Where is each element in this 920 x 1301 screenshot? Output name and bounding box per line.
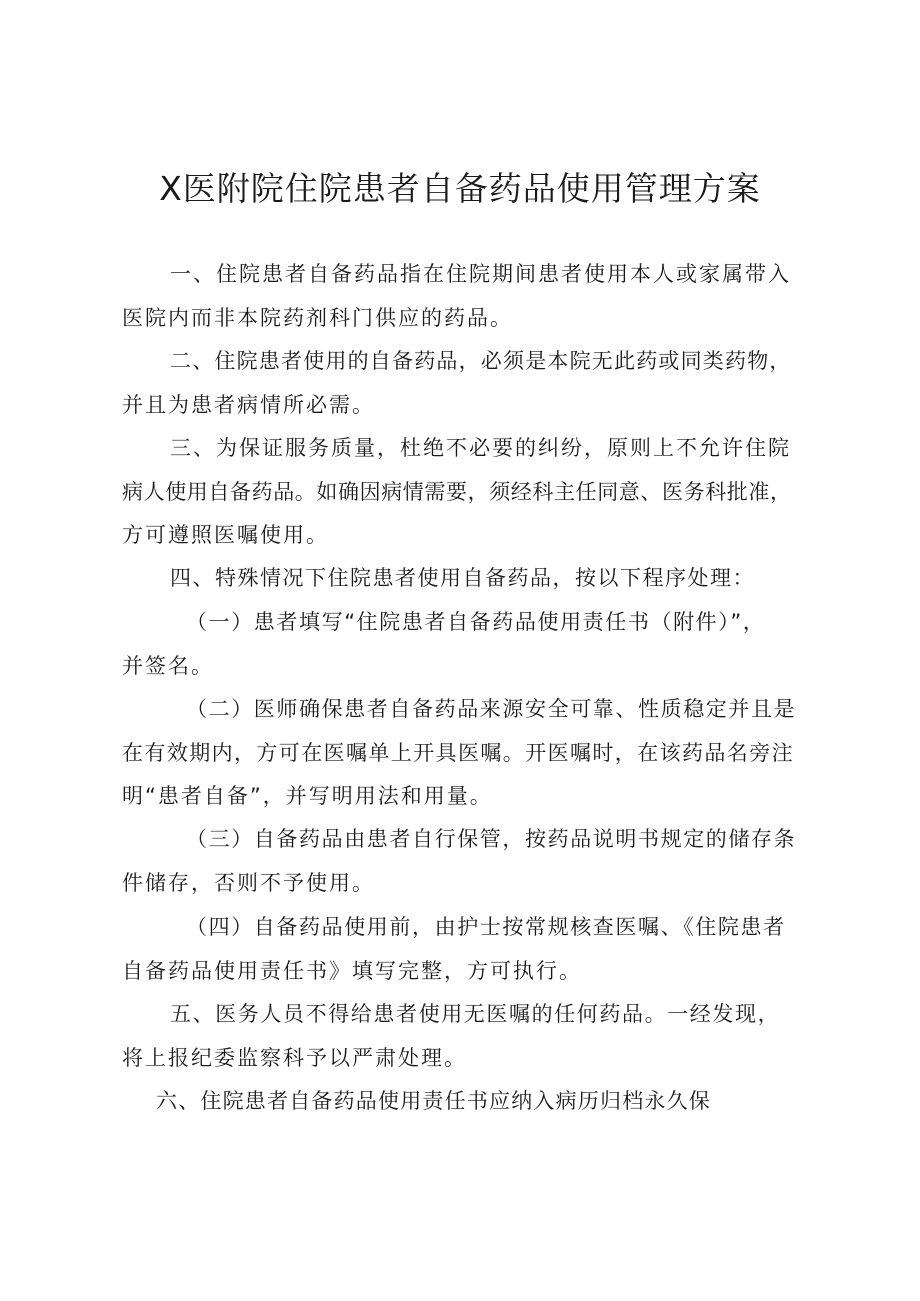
paragraph-line: 四、特殊情况下住院患者使用自备药品，按以下程序处理： — [170, 566, 755, 590]
paragraph-3 — [122, 427, 812, 558]
paragraph-line: 并且为患者病情所必需。 — [122, 392, 375, 417]
paragraph-line: 并签名。 — [122, 653, 214, 678]
paragraph-line: 三、为保证服务质量，杜绝不必要的纠纷，原则上不允许住院 — [170, 436, 791, 460]
paragraph-1 — [122, 253, 812, 340]
paragraph-7 — [122, 818, 812, 905]
paragraph-line: 件储存，否则不予使用。 — [122, 870, 375, 895]
paragraph-line: 病人使用自备药品。如确因病情需要，须经科主任同意、医务科批准， — [122, 479, 792, 504]
paragraph-line: （一）患者填写“住院患者自备药品使用责任书（附件）”， — [186, 610, 766, 634]
paragraph-line: （三）自备药品由患者自行保管，按药品说明书规定的储存条 — [186, 827, 797, 851]
paragraph-9 — [122, 993, 812, 1080]
paragraph-10 — [156, 1080, 846, 1124]
paragraph-line: （二）医师确保患者自备药品来源安全可靠、性质稳定并且是 — [186, 697, 797, 721]
paragraph-line: 明“患者自备”，并写明用法和用量。 — [122, 784, 493, 808]
paragraph-2 — [122, 340, 812, 427]
document-title: X医附院住院患者自备药品使用管理方案 — [159, 169, 761, 208]
paragraph-line: 五、医务人员不得给患者使用无医嘱的任何药品。一经发现， — [170, 1002, 781, 1026]
paragraph-line: （四）自备药品使用前，由护士按常规核查医嘱、《住院患者 — [186, 915, 786, 939]
paragraph-line: 医院内而非本院药剂科门供应的药品。 — [122, 305, 513, 330]
paragraph-6 — [122, 688, 812, 819]
paragraph-line: 六、住院患者自备药品使用责任书应纳入病历归档永久保 — [156, 1089, 711, 1113]
paragraph-line: 将上报纪委监察科予以严肃处理。 — [122, 1045, 467, 1070]
paragraph-8 — [122, 906, 812, 993]
paragraph-line: 自备药品使用责任书》填写完整，方可执行。 — [122, 958, 582, 983]
paragraph-5 — [122, 601, 812, 688]
paragraph-line: 一、住院患者自备药品指在住院期间患者使用本人或家属带入 — [170, 262, 791, 286]
paragraph-4 — [122, 557, 812, 601]
paragraph-line: 方可遵照医嘱使用。 — [122, 523, 329, 547]
paragraph-line: 在有效期内，方可在医嘱单上开具医嘱。开医嘱时，在该药品名旁注 — [122, 740, 794, 765]
paragraph-line: 二、住院患者使用的自备药品，必须是本院无此药或同类药物， — [170, 349, 792, 373]
